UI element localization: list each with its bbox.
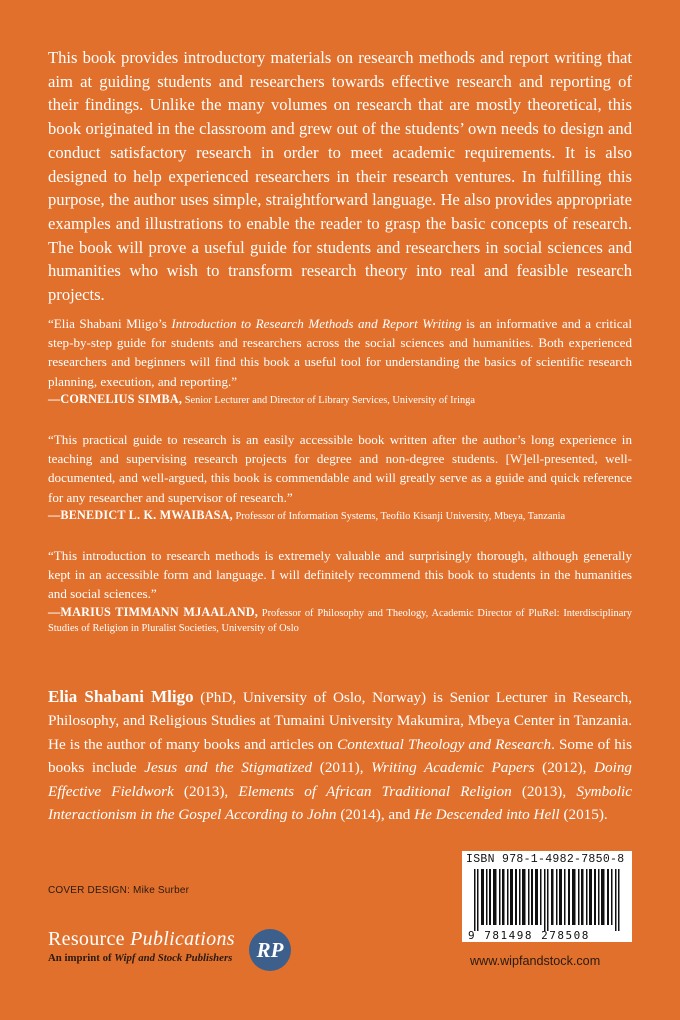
- endorsement-text: “This introduction to research methods is extremely valuable and surprisingly thorough, although generally kept in an accessible form and language. I will definitely recommend this book to students in the humanities and social sciences.”: [48, 548, 632, 602]
- publisher-website: www.wipfandstock.com: [470, 954, 601, 968]
- endorsement-1: [48, 314, 632, 408]
- endorsement-text: “This practical guide to research is an easily accessible book written after the author’s long experience in teaching and supervising research projects for degree and non-degree students. [W]ell-presented, well-documented, and well-argued, this book is commendable and will greatly serve as a guide and quick reference for any researcher and supervisor of research.”: [48, 432, 632, 505]
- endorsement-2: [48, 430, 632, 524]
- isbn-label: ISBN 978-1-4982-7850-8: [466, 853, 625, 866]
- endorsement-attribution: —MARIUS TIMMANN MJAALAND, Professor of Philosophy and Theology, Academic Director of PluRel: Interdisciplinary Studies of Religion in Pluralist Societies, University of Oslo: [48, 604, 632, 634]
- book-blurb: This book provides introductory materials on research methods and report writing that aim at guiding students and researchers towards effective research and reporting of their findings. Unlike the many volumes on research that are mostly theoretical, this book originated in the classroom and grew out of the students’ own needs to design and conduct satisfactory research in order to meet academic requirements. It is also designed to help experienced researchers in their research ventures. In fulfilling this purpose, the author uses simple, straightforward language. He also provides appropriate examples and illustrations to enable the reader to grasp the basic concepts of research. The book will prove a useful guide for students and researchers in social sciences and humanities who wish to transform research theory into real and feasible research projects.: [48, 48, 632, 305]
- endorsement-attribution: —BENEDICT L. K. MWAIBASA, Professor of Information Systems, Teofilo Kisanji University, Mbeya, Tanzania: [48, 507, 566, 522]
- author-name: Elia Shabani Mligo: [48, 687, 194, 706]
- endorsement-attribution: —CORNELIUS SIMBA, Senior Lecturer and Director of Library Services, University of Iringa: [48, 391, 475, 406]
- author-bio: Elia Shabani Mligo (PhD, University of Oslo, Norway) is Senior Lecturer in Research, Philosophy, and Religious Studies at Tumaini University Makumira, Mbeya Center in Tanzania. He is the author of many books and articles on Contextual Theology and Research. Some of his books include Jesus and the Stigmatized (2011), Writing Academic Papers (2012), Doing Effective Fieldwork (2013), Elements of African Traditional Religion (2013), Symbolic Interactionism in the Gospel According to John (2014), and He Descended into Hell (2015).: [48, 687, 633, 824]
- publisher-name: Resource Publications: [48, 928, 235, 950]
- endorsement-text: “Elia Shabani Mligo’s Introduction to Research Methods and Report Writing is an informative and a critical step-by-step guide for students and researchers across the social sciences and humanities. Both experienced researchers and beginners will find this book a useful tool for understanding the basics of scientific research planning, execution, and reporting.”: [48, 316, 632, 389]
- publisher-imprint: [48, 928, 235, 964]
- rp-logo-icon: RP: [249, 929, 291, 971]
- cover-design-credit: COVER DESIGN: Mike Surber: [48, 885, 190, 896]
- endorsement-3: [48, 546, 632, 636]
- publisher-imprint-line: An imprint of Wipf and Stock Publishers: [48, 952, 233, 964]
- barcode-number: 9 781498 278508: [468, 929, 590, 942]
- barcode-icon: [474, 869, 624, 931]
